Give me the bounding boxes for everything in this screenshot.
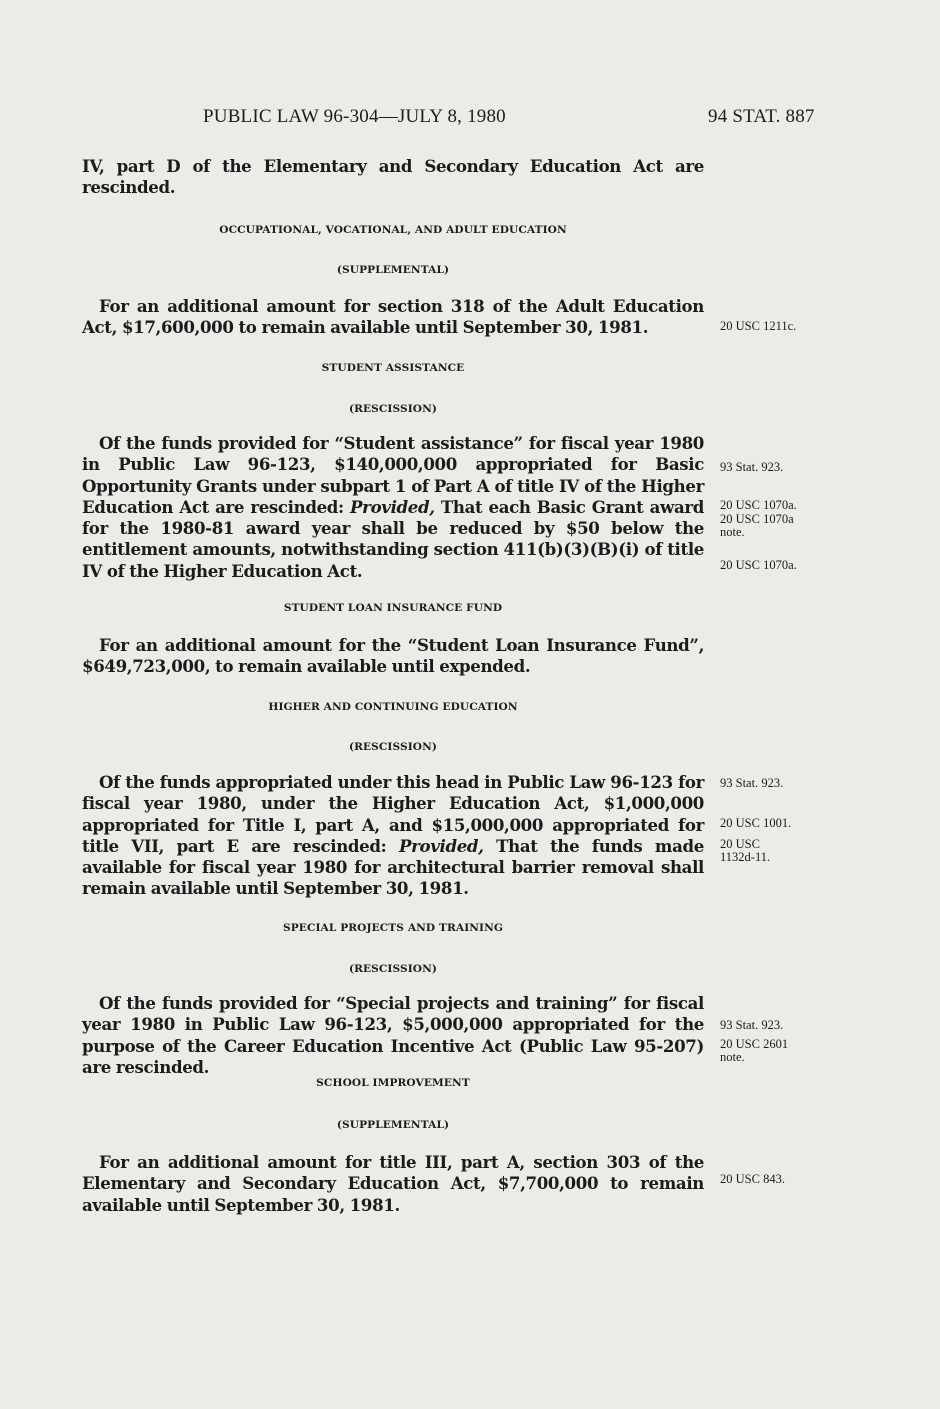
margin-note: 20 USC 1211c. [720, 319, 797, 333]
paragraph-school-improvement: For an additional amount for title III, part A, section 303 of the Elementary and Secondary Education Act, $7,700,000 to remain available until September 30, 1981. [82, 1152, 704, 1215]
section-subheading: (RESCISSION) [348, 963, 438, 975]
page-number: 94 STAT. 887 [708, 106, 815, 127]
margin-note: 20 USC 1070a. [720, 498, 797, 512]
text-run: Of the funds appropriated under this head in Public Law 96-123 for fiscal year 1980, under the Higher Education Act, $1,000,000 appropriated for Title I, part A, and $15,000,000 appropriated for title VII, part E are rescinded: [82, 772, 704, 856]
margin-note: 20 USC 1070a note. [720, 512, 794, 540]
emphasis-text: Provided, [350, 496, 435, 517]
paragraph-student-assistance [82, 433, 704, 582]
paragraph-continuation: IV, part D of the Elementary and Secondary Education Act are rescinded. [82, 156, 704, 198]
paragraph-higher-education [82, 772, 704, 900]
section-heading-school-improvement: SCHOOL IMPROVEMENT [316, 1077, 470, 1089]
section-heading-student-assistance: STUDENT ASSISTANCE [321, 362, 465, 374]
margin-note: 20 USC 1132d-11. [720, 837, 771, 865]
section-heading-occupational: OCCUPATIONAL, VOCATIONAL, AND ADULT EDUCATION [219, 224, 567, 236]
paragraph-student-loan: For an additional amount for the “Student Loan Insurance Fund”, $649,723,000, to remain available until expended. [82, 635, 704, 677]
paragraph-adult-education: For an additional amount for section 318 of the Adult Education Act, $17,600,000 to remain available until September 30, 1981. [82, 296, 704, 338]
section-subheading: (SUPPLEMENTAL) [336, 264, 450, 276]
margin-note: 20 USC 1070a. [720, 558, 797, 572]
section-heading-special-projects: SPECIAL PROJECTS AND TRAINING [282, 922, 504, 934]
section-subheading: (RESCISSION) [348, 741, 438, 753]
margin-note: 20 USC 843. [720, 1172, 785, 1186]
text-run: Of the funds provided for “Student assistance” for fiscal year 1980 in Public Law 96-123, $140,000,000 appropriated for Basic Opportunity Grants under subpart 1 of Part A of title IV of the Higher Education Act are rescinded: [82, 433, 704, 517]
margin-note: 20 USC 1001. [720, 816, 792, 830]
margin-note: 20 USC 2601 note. [720, 1037, 789, 1065]
text-run: That the funds made available for fiscal year 1980 for architectural barrier removal shall remain available until September 30, 1981. [82, 835, 704, 899]
section-subheading: (SUPPLEMENTAL) [336, 1119, 450, 1131]
running-header-title: PUBLIC LAW 96-304—JULY 8, 1980 [203, 106, 506, 127]
section-heading-higher-education: HIGHER AND CONTINUING EDUCATION [268, 701, 518, 713]
paragraph-special-projects: Of the funds provided for “Special projects and training” for fiscal year 1980 in Public Law 96-123, $5,000,000 appropriated for the purpose of the Career Education Incentive Act (Public Law 95-207) are rescinded. [82, 993, 704, 1077]
margin-note: 93 Stat. 923. [720, 776, 784, 790]
text-run: That each Basic Grant award for the 1980-81 award year shall be reduced by $50 below the entitlement amounts, notwithstanding section 411(b)(3)(B)(i) of title IV of the Higher Education Act. [82, 496, 704, 581]
emphasis-text: Provided, [398, 835, 484, 856]
margin-note: 93 Stat. 923. [720, 1018, 784, 1032]
section-subheading: (RESCISSION) [348, 403, 438, 415]
section-heading-student-loan: STUDENT LOAN INSURANCE FUND [283, 602, 503, 614]
margin-note: 93 Stat. 923. [720, 460, 784, 474]
